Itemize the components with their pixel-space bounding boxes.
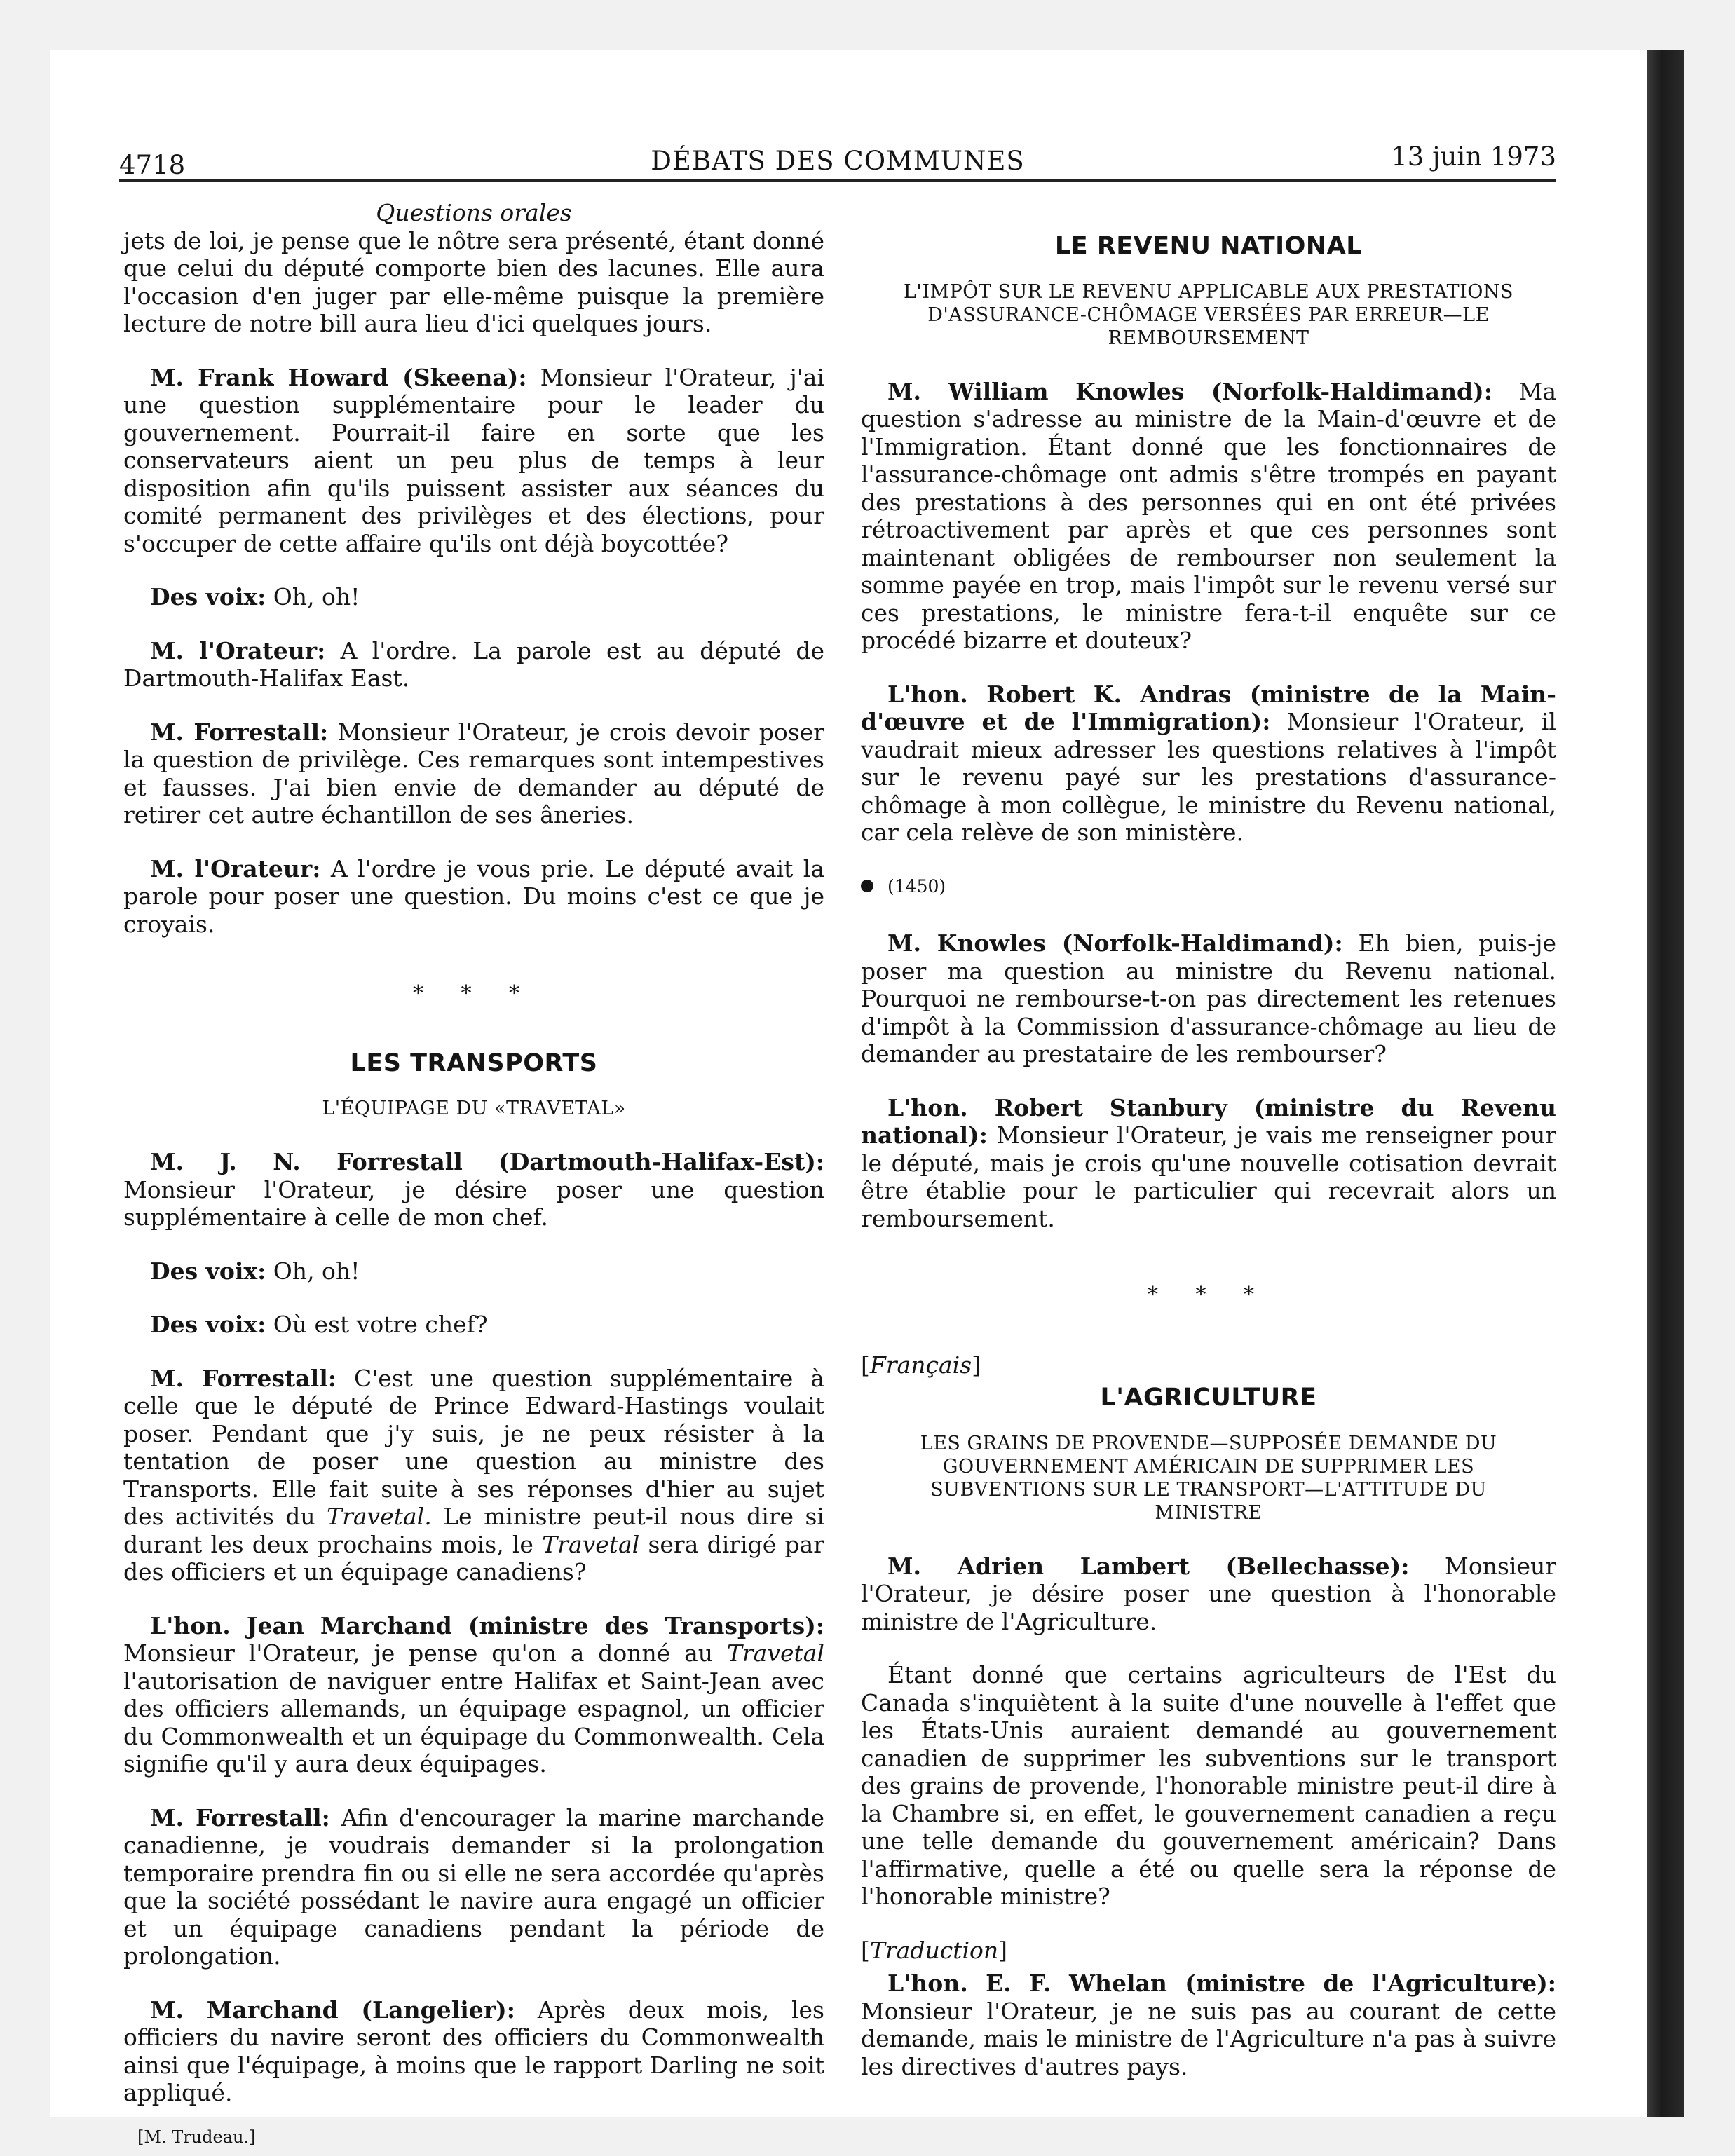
speech: M. Frank Howard (Skeena): Monsieur l'Orateur, j'ai une question supplémentaire pour le leader du gouvernement. Pourrait-il faire en sorte que les conservateurs aient un peu plus de temps à leur disposition afin qu'ils puissent assister aux séances du comité permanent des privilèges et des élections, pour s'occuper de cette affaire qu'ils ont déjà boycottée? (123, 363, 824, 557)
speech: L'hon. E. F. Whelan (ministre de l'Agriculture): Monsieur l'Orateur, je ne suis pas au courant de cette demande, mais le ministre de l'Agriculture n'a pas à suivre les directives d'autres pays. (861, 1970, 1556, 2080)
page-date: 13 juin 1973 (1391, 142, 1556, 172)
speech: M. Forrestall: C'est une question supplémentaire à celle que le député de Prince Edward-Hastings voulait poser. Pendant que j'y suis, je ne peux résister à la tentation de poser une question au ministre des Transports. Elle fait suite à ses réponses d'hier au sujet des activités du Travetal. Le ministre peut-il nous dire si durant les deux prochains mois, le Travetal sera dirigé par des officiers et un équipage canadiens? (123, 1364, 825, 1585)
scan-edge-bar (1647, 50, 1684, 2117)
speaker: M. Adrien Lambert (Bellechasse): (887, 1552, 1410, 1580)
paragraph: Étant donné que certains agriculteurs de l'Est du Canada s'inquiètent à la suite d'une nouvelle à l'effet que les États-Unis auraient demandé au gouvernement canadien de supprimer les subventions sur le transport des grains de provende, l'honorable ministre peut-il dire à la Chambre si, en effet, le gouvernement canadien a reçu une telle demande du gouvernement américain? Dans l'affirmative, quelle a été ou quelle sera la réponse de l'honorable ministre? (861, 1661, 1556, 1910)
section-subheading: L'IMPÔT SUR LE REVENU APPLICABLE AUX PRESTATIONS D'ASSURANCE-CHÔMAGE VERSÉES PAR ERREUR—LE REMBOURSEMENT (903, 280, 1514, 349)
speaker: L'hon. Robert Stanbury (ministre du Revenu national): (861, 1093, 1556, 1149)
speaker: Des voix: (150, 583, 266, 610)
speaker: M. Forrestall: (150, 1803, 330, 1831)
speaker: Des voix: (150, 1257, 266, 1285)
speech: M. Marchand (Langelier): Après deux mois, les officiers du navire seront des officiers du Commonwealth ainsi que l'équipage, à moins que le rapport Darling ne soit appliqué. (123, 1995, 824, 2106)
right-column (861, 199, 1556, 2080)
section-heading: LES TRANSPORTS (350, 1049, 598, 1077)
speech: L'hon. Jean Marchand (ministre des Transports): Monsieur l'Orateur, je pense qu'on a donné au Travetal l'autorisation de naviguer entre Halifax et Saint-Jean avec des officiers allemands, un équipage espagnol, un officier du Commonwealth et un équipage du Commonwealth. Cela signifie qu'il y aura deux équipages. (123, 1611, 824, 1778)
bullet-icon (861, 880, 873, 892)
section-heading: LE REVENU NATIONAL (1054, 232, 1363, 260)
speech: M. Knowles (Norfolk-Haldimand): Eh bien, puis-je poser ma question au ministre du Revenu national. Pourquoi ne rembourse-t-on pas directement les retenues d'impôt à la Commission d'assurance-chômage au lieu de demander au prestataire de les rembourser? (861, 929, 1557, 1067)
speech: M. J. N. Forrestall (Dartmouth-Halifax-Est): Monsieur l'Orateur, je désire poser une question supplémentaire à celle de mon chef. (123, 1148, 824, 1231)
speaker: M. Knowles (Norfolk-Haldimand): (887, 929, 1343, 957)
speaker: Des voix: (150, 1311, 266, 1338)
speaker: L'hon. Robert K. Andras (ministre de la Main-d'œuvre et de l'Immigration): (861, 680, 1556, 735)
speech: M. Adrien Lambert (Bellechasse): Monsieur l'Orateur, je désire poser une question à l'honorable ministre de l'Agriculture. (861, 1552, 1557, 1635)
speaker: M. l'Orateur: (150, 854, 321, 882)
speaker: M. Frank Howard (Skeena): (150, 363, 527, 391)
speech: L'hon. Robert Stanbury (ministre du Revenu national): Monsieur l'Orateur, je vais me renseigner pour le député, mais je crois qu'une nouvelle cotisation devrait être établie pour le particulier qui recevrait alors un remboursement. (861, 1093, 1556, 1232)
timestamp: (1450) (861, 873, 1556, 901)
speech: Des voix: Oh, oh! (150, 1257, 360, 1285)
language-tag: [Traduction] (861, 1936, 1008, 1964)
speech: Des voix: Oh, oh! (150, 583, 360, 610)
section-separator: * * * (1147, 1283, 1270, 1307)
section-subheading: LES GRAINS DE PROVENDE—SUPPOSÉE DEMANDE DU GOUVERNEMENT AMÉRICAIN DE SUPPRIMER LES SUBVENTIONS SUR LE TRANSPORT—L'ATTITUDE DU MINISTRE (920, 1432, 1497, 1524)
footnote: [M. Trudeau.] (137, 2127, 256, 2147)
speech: L'hon. Robert K. Andras (ministre de la Main-d'œuvre et de l'Immigration): Monsieur l'Orateur, il vaudrait mieux adresser les questions relatives à l'impôt sur le revenu payé sur les prestations d'assurance-chômage à mon collègue, le ministre du Revenu national, car cela relève de son ministère. (861, 680, 1556, 846)
speech: M. Forrestall: Afin d'encourager la marine marchande canadienne, je voudrais demander si la prolongation temporaire prendra fin ou si elle ne sera accordée qu'après que la société possédant le navire aura engagé un officier et un équipage canadiens pendant la période de prolongation. (123, 1803, 824, 1970)
section-tag: Questions orales (376, 199, 572, 226)
language-tag: [Français] (861, 1351, 981, 1379)
speech: M. l'Orateur: A l'ordre. La parole est au député de Dartmouth-Halifax East. (123, 636, 824, 692)
speaker: M. J. N. Forrestall (Dartmouth-Halifax-Est): (150, 1148, 824, 1175)
speaker: M. l'Orateur: (150, 636, 326, 664)
section-heading: L'AGRICULTURE (1100, 1384, 1317, 1412)
speech: M. Forrestall: Monsieur l'Orateur, je crois devoir poser la question de privilège. Ces remarques sont intempestives et fausses. J'ai bien envie de demander au député de retirer cet autre échantillon de ses âneries. (123, 718, 824, 828)
speech: M. William Knowles (Norfolk-Haldimand): Ma question s'adresse au ministre de la Main-d'œuvre et de l'Immigration. Étant donné que les fonctionnaires de l'assurance-chômage ont admis s'être trompés en payant des prestations à des personnes qui en ont été privées rétroactivement par après et que ces personnes sont maintenant obligées de rembourser non seulement la somme payée en trop, mais l'impôt sur le revenu versé sur ces prestations, le ministre fera-t-il enquête sur ce procédé bizarre et douteux? (861, 377, 1556, 654)
section-separator: * * * (412, 981, 536, 1006)
speech: M. l'Orateur: A l'ordre je vous prie. Le député avait la parole pour poser une question. Du moins c'est ce que je croyais. (123, 854, 825, 938)
speaker: L'hon. E. F. Whelan (ministre de l'Agriculture): (887, 1970, 1556, 1997)
speaker: L'hon. Jean Marchand (ministre des Transports): (150, 1611, 824, 1639)
speech: Des voix: Où est votre chef? (150, 1311, 488, 1338)
speaker: M. Forrestall: (150, 718, 329, 746)
publication-title: DÉBATS DES COMMUNES (651, 146, 1025, 176)
paragraph: jets de loi, je pense que le nôtre sera présenté, étant donné que celui du député comporte bien des lacunes. Elle aura l'occasion d'en juger par elle-même puisque la première lecture de notre bill aura lieu d'ici quelques jours. (123, 226, 824, 337)
speaker: M. Marchand (Langelier): (150, 1995, 515, 2024)
speaker: M. Forrestall: (150, 1364, 336, 1392)
page-number: 4718 (119, 150, 186, 180)
left-column (123, 199, 824, 2151)
page-header (119, 142, 1556, 182)
section-subheading: L'ÉQUIPAGE DU «TRAVETAL» (322, 1098, 626, 1119)
speaker: M. William Knowles (Norfolk-Haldimand): (887, 377, 1492, 405)
